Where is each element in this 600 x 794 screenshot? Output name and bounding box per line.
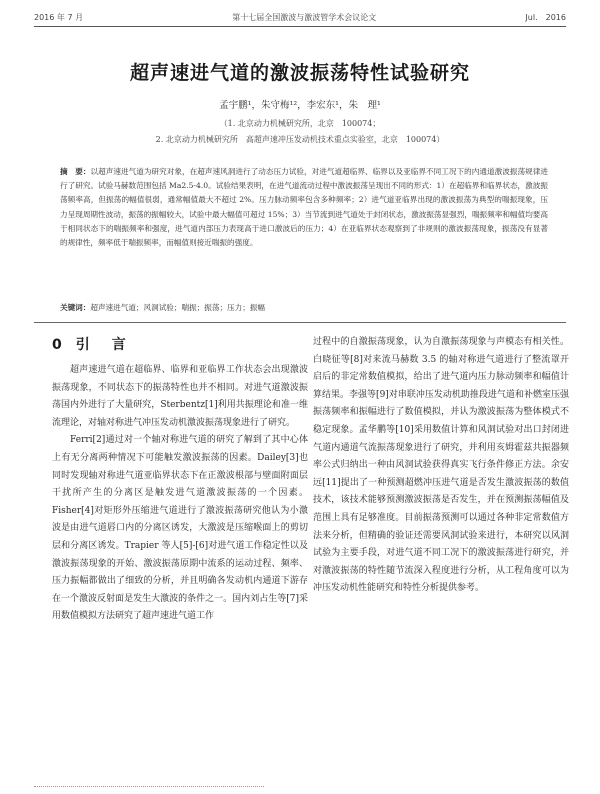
keywords-text: 超声速进气道；风洞试验；喘振；振荡；压力；振幅 (90, 303, 266, 312)
header-date: 2016 年 7 月 (34, 13, 84, 22)
paper-title: 超声速进气道的激波振荡特性试验研究 (129, 62, 470, 84)
running-header (34, 12, 566, 27)
section-title: 引 言 (75, 337, 130, 353)
abstract-label: 摘 要： (60, 167, 91, 176)
abstract-text: 以超声速进气道为研究对象，在超声速风洞进行了动态压力试验，对进气道超临界、临界以及亚临界不同工况下的内通道激波振荡规律进行了研究。试验马赫数范围包括 Ma2.5-4.0。试验结果表明，在进气道流动过程中激波振荡呈现出不同的形式：1）在超临界和临界状态，激波振荡频率高，但振荡的幅值很弱，通常幅值最大不超过 2%。压力脉动频率包含多种频率；2）进气道亚临界出现的激波振荡为典型的喘振现象，压力呈现周期性波动，振荡的振幅较大，试验中最大幅值可超过 15%；3）当节流到进气道处于封闭状态，激波振荡显强烈，喘振频率和幅值均要高于相同状态下的喘振频率和强度，进气道内部压力表现高于进口激波后的压力；4）在亚临界状态观察到了非规则的激波振荡现象，振荡没有显著的规律性，频率低于喘振频率，而幅值则接近喘振的强度。 (60, 167, 549, 248)
intro-paragraph: 超声速进气道在超临界、临界和亚临界工作状态会出现激波振荡现象，不同状态下的振荡特性也并不相同。对进气道激波振荡国内外进行了大量研究，Sterbentz[1]利用共振理论和准一维流理论，对轴对称进气冲压发动机激波振荡现象进行了研究。 (52, 365, 308, 428)
affiliation-2: 2. 北京动力机械研究所 高超声速冲压发动机技术重点实验室，北京 100074） (155, 135, 445, 144)
section-number: 0 (52, 337, 66, 353)
keywords-label: 关键词： (60, 303, 91, 312)
intro-paragraph: Ferri[2]通过对一个轴对称进气道的研究了解到了其中心体上有无分离两种情况下可能触发激波振荡的因素。Dailey[3]也同时发现轴对称进气道亚临界状态下在正激波根部与壁面附面层干扰所产生的分离区是触发进气道激波振荡的一个因素。Fisher[4]对矩形外压缩进气道进行了激波振荡研究他认为小激波是由进气道唇口内的分离区诱发，大激波是压缩喉面上的剪切层和分离区诱发。Trapier 等人[5]-[6]对进气道工作稳定性以及激波振荡现象的开始、激波振荡原期中流系的运动过程、频率、压力振幅都做出了细致的分析，并且明确各发动机内通道下游存在一个激波反射面是发生大激波的条件之一。国内刘占生等[7]采用数值模拟方法研究了超声速进气道工作 (52, 435, 308, 622)
affiliation-1: （1. 北京动力机械研究所，北京 100074； (219, 119, 381, 128)
right-column (313, 334, 569, 598)
section-heading (52, 334, 308, 354)
keywords (60, 302, 548, 313)
footnote-rule (34, 786, 264, 790)
intro-paragraph: 过程中的自激振荡现象，认为自激振荡现象与声模态有相关性。白晓征等[8]对来流马赫数 3.5 的轴对称进气道进行了整流罩开启后的非定常数值模拟，给出了进气道内压力脉动频率和幅值计算结果。李强等[9]对串联冲压发动机助推段进气道和补燃室压强振荡频率和振幅进行了数值模拟，并认为激波振荡为整体模式不稳定现象。孟华鹏等[10]采用数值计算和风洞试验对出口封闭进气道内通道气流振荡现象进行了研究，并利用亥姆霍兹共振器频率公式归纳出一种由风洞试验获得真实飞行条件修正方法。余安远[11]提出了一种预测超燃冲压进气道是否发生激波振荡的数值技术，该技术能够预测激波振荡是否发生，并在预测振荡幅值及范围上具有足够准度。目前振荡预测可以通过各种非定常数值方法来分析，但精确的验证还需要风洞试验来进行，本研究以风洞试验为主要手段，对进气道不同工况下的激波振荡进行研究，并对激波振荡的特性随节流深入程度进行分析，从工程角度可以为冲压发动机性能研究和特性分析提供参考。 (313, 337, 569, 594)
header-date-en: Jul． 2016 (525, 13, 566, 22)
header-conference: 第十七届全国激波与激波管学术会议论文 (232, 13, 377, 22)
author-list: 孟宇鹏¹，朱守梅¹²，李宏东¹，朱 理¹ (219, 100, 381, 111)
divider (34, 322, 566, 323)
left-column (52, 334, 308, 626)
abstract (60, 165, 548, 250)
